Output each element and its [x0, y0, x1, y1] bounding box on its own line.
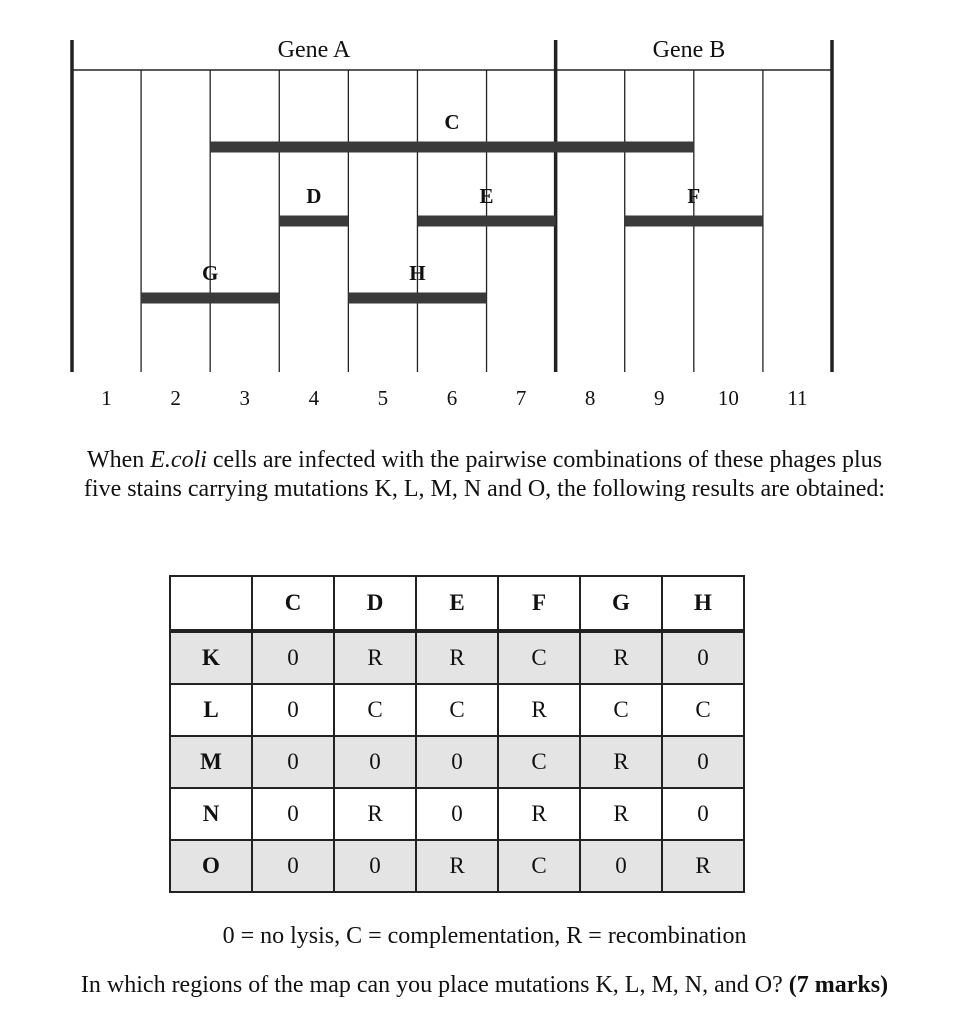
region-numbers	[101, 386, 807, 410]
deletion-bar-f	[625, 216, 763, 227]
table-cell: R	[334, 631, 416, 684]
table-cell: C	[498, 736, 580, 788]
results-table	[169, 575, 745, 893]
region-number: 7	[515, 386, 527, 410]
region-number: 2	[170, 386, 181, 410]
deletion-bars	[141, 110, 763, 304]
row-label-m: M	[170, 736, 252, 788]
column-header-c: C	[252, 576, 334, 631]
table-cell: R	[498, 684, 580, 736]
region-number: 9	[654, 386, 665, 410]
question-text	[0, 972, 969, 999]
region-number: 1	[101, 386, 112, 410]
table-cell: 0	[662, 736, 744, 788]
table-cell: 0	[334, 840, 416, 892]
table-cell: 0	[252, 840, 334, 892]
question-marks: (7 marks)	[788, 972, 889, 998]
column-header-d: D	[334, 576, 416, 631]
deletion-bar-d	[279, 216, 348, 227]
map-region-lines	[72, 40, 832, 372]
region-number: 5	[377, 386, 389, 410]
row-label-l: L	[170, 684, 252, 736]
table-cell: R	[580, 736, 662, 788]
table-row-m	[170, 736, 744, 788]
table-row-k	[170, 631, 744, 684]
table-cell: 0	[662, 788, 744, 840]
table-cell: 0	[580, 840, 662, 892]
table-cell: C	[334, 684, 416, 736]
table-cell: R	[580, 631, 662, 684]
table-cell: C	[580, 684, 662, 736]
table-cell: R	[498, 788, 580, 840]
deletion-label-g: G	[202, 261, 219, 285]
region-number: 8	[584, 386, 596, 410]
organism-name: E.coli	[150, 447, 207, 473]
table-cell: R	[416, 840, 498, 892]
table-cell: 0	[662, 631, 744, 684]
deletion-label-d: D	[306, 184, 322, 208]
column-header-f: F	[498, 576, 580, 631]
table-cell: 0	[252, 736, 334, 788]
table-cell: C	[498, 631, 580, 684]
row-label-o: O	[170, 840, 252, 892]
question-body: In which regions of the map can you place mutations K, L, M, N, and O?	[80, 972, 789, 998]
intro-line-1-rest: cells are infected with the pairwise combinations of these phages plus	[206, 447, 883, 473]
table-cell: 0	[416, 736, 498, 788]
table-row-n	[170, 788, 744, 840]
table-row-l	[170, 684, 744, 736]
deletion-label-h: H	[409, 261, 426, 285]
table-cell: 0	[252, 684, 334, 736]
table-cell: 0	[334, 736, 416, 788]
deletion-bar-e	[417, 216, 555, 227]
deletion-label-e: E	[479, 184, 494, 208]
deletion-bar-g	[141, 293, 279, 304]
table-cell: R	[334, 788, 416, 840]
intro-text	[30, 446, 939, 504]
legend-text: 0 = no lysis, C = complementation, R = recombination	[222, 923, 747, 949]
region-number: 3	[239, 386, 250, 410]
table-cell: C	[416, 684, 498, 736]
column-header-h: H	[662, 576, 744, 631]
table-row-o	[170, 840, 744, 892]
deletion-label-c: C	[444, 110, 460, 134]
region-number: 4	[308, 386, 320, 410]
row-label-k: K	[170, 631, 252, 684]
region-number: 6	[446, 386, 458, 410]
table-cell: 0	[252, 788, 334, 840]
intro-prefix: When	[86, 447, 151, 473]
table-cell: C	[498, 840, 580, 892]
deletion-label-f: F	[687, 184, 701, 208]
row-label-n: N	[170, 788, 252, 840]
gene-b-label: Gene B	[652, 37, 726, 63]
deletion-map	[0, 0, 969, 430]
table-header-row	[170, 576, 744, 631]
deletion-bar-h	[348, 293, 486, 304]
table-cell: R	[580, 788, 662, 840]
region-number: 11	[787, 386, 808, 410]
intro-line-1	[30, 446, 939, 475]
region-number: 10	[717, 386, 739, 410]
table-corner-cell	[170, 576, 252, 631]
gene-a-label: Gene A	[277, 37, 351, 63]
table-cell: 0	[252, 631, 334, 684]
column-header-e: E	[416, 576, 498, 631]
table-cell: R	[662, 840, 744, 892]
deletion-bar-c	[210, 142, 694, 153]
table-cell: R	[416, 631, 498, 684]
intro-line-2: five stains carrying mutations K, L, M, N and O, the following results are obtained:	[83, 476, 886, 502]
table-cell: 0	[416, 788, 498, 840]
table-cell: C	[662, 684, 744, 736]
column-header-g: G	[580, 576, 662, 631]
